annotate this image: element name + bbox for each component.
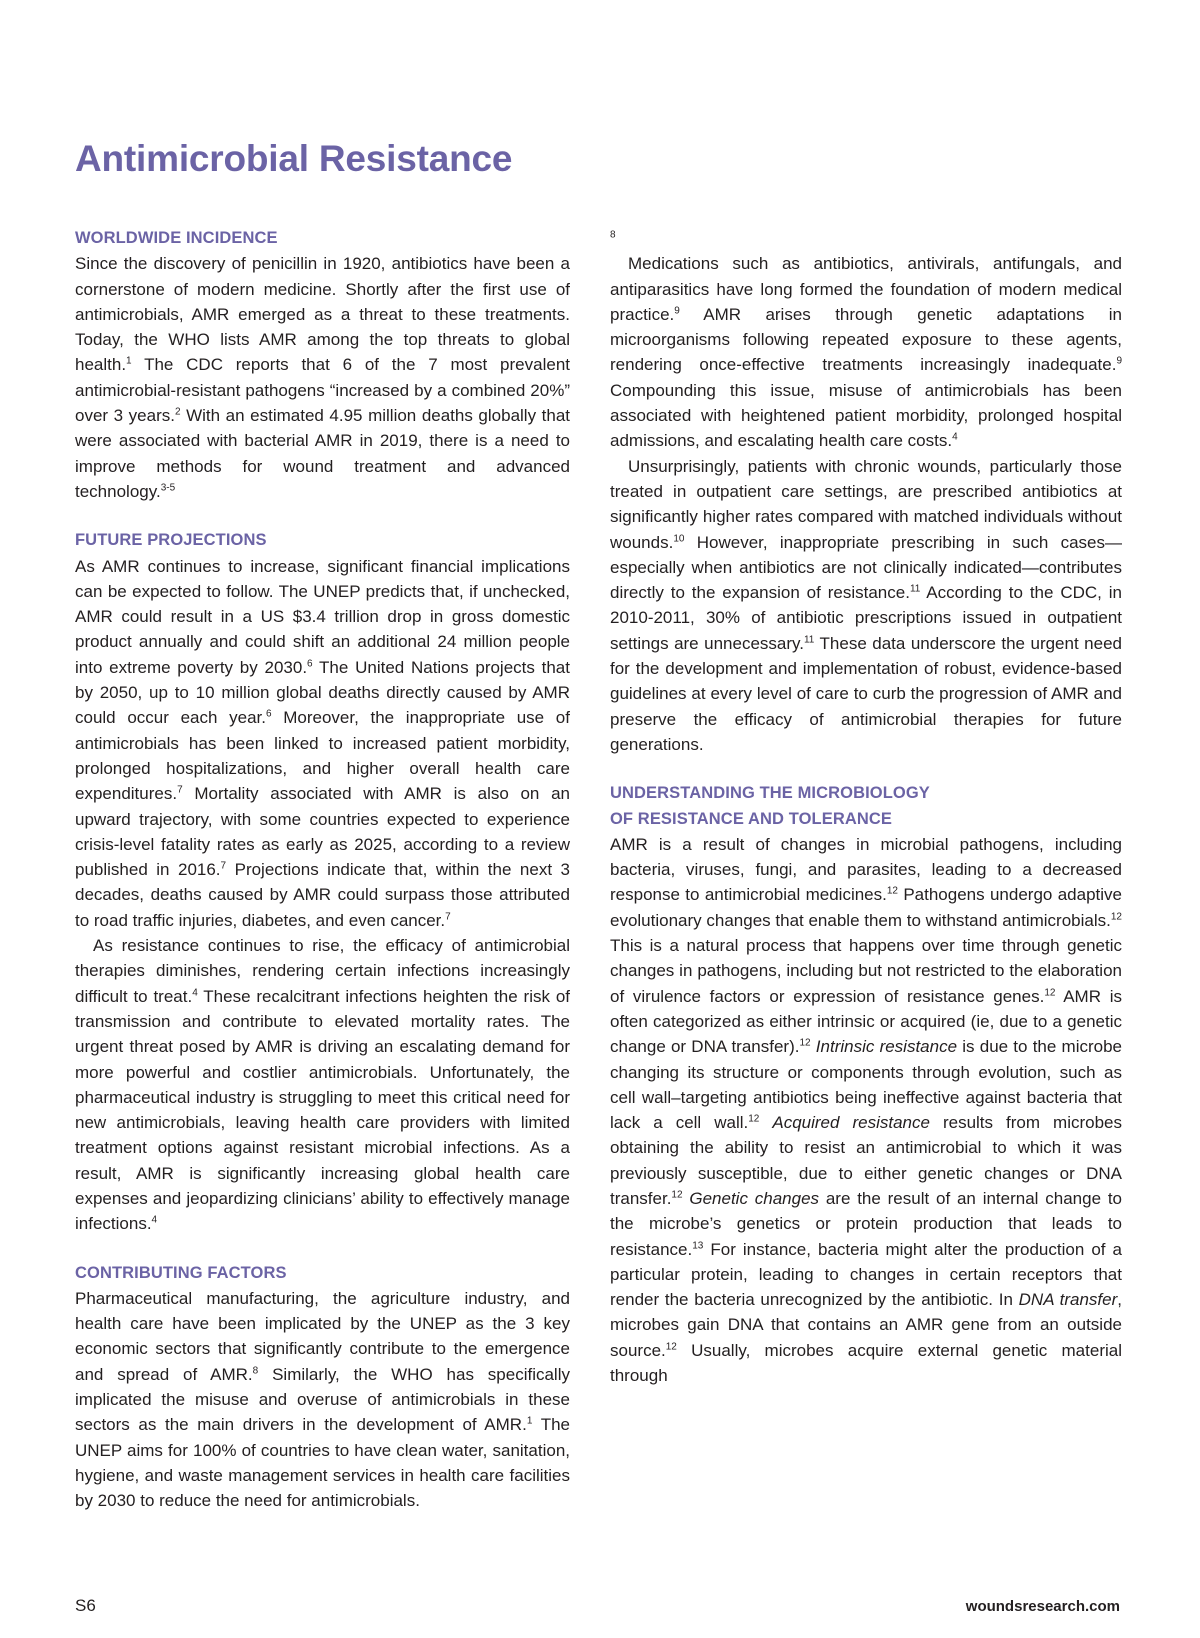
page-number: S6 [75, 1596, 96, 1615]
paragraph-contributing-factors-3: Unsurprisingly, patients with chronic wounds, particularly those treated in outpatient care settings, are prescribed antibiotics at significantly higher rates compared with matched individuals without wounds.$^{10}$ However, inappropriate prescribing in such cases—especially when antibiotics are not clinically indicated—contributes directly to the expansion of resistance.$^{11}$ According to the CDC, in 2010-2011, 30% of antibiotic prescriptions issued in outpatient settings are unnecessary.$^{11}$ These data underscore the urgent need for the development and implementation of robust, evidence-based guidelines at every level of care to curb the progression of AMR and preserve the efficacy of antimicrobial therapies for future generations. [610, 456, 1122, 754]
section-heading-future-projections: FUTURE PROJECTIONS [75, 531, 267, 550]
paragraph-contributing-factors-1-continued: 8 [610, 229, 616, 241]
section-heading-contributing-factors: CONTRIBUTING FACTORS [75, 1263, 287, 1282]
section-heading-microbiology-line-1: UNDERSTANDING THE MICROBIOLOGY [610, 784, 930, 803]
paragraph-microbiology: AMR is a result of changes in microbial pathogens, including bacteria, viruses, fungi, and parasites, leading to a decreased response to antimicrobial medicines.$^{12}$ Pathogens undergo adaptive evolutionary changes that enable them to withstand antimicrobials.$^{12}$ This is a natural process that happens over time through genetic changes in pathogens, including but not restricted to the elaboration of virulence factors or expression of resistance genes.$^{12}$ AMR is often categorized as either intrinsic or acquired (ie, due to a genetic change or DNA transfer).$^{12}$ Intrinsic resistance is due to the microbe changing its structure or components through evolution, such as cell wall–targeting antibiotics being ineffective against bacteria that lack a cell wall.$^{12}$ Acquired resistance results from microbes obtaining the ability to resist an antimicrobial to which it was previously susceptible, due to either genetic changes or DNA transfer.$^{12}$ Genetic changes are the result of an internal change to the microbe’s genetics or protein production that leads to resistance.$^{13}$ For instance, bacteria might alter the production of a particular protein, leading to changes in certain receptors that render the bacteria unrecognized by the antibiotic. In DNA transfer, microbes gain DNA that contains an AMR gene from an outside source.$^{12}$ Usually, microbes acquire external genetic material through [610, 834, 1122, 1386]
paragraph-contributing-factors-1: Pharmaceutical manufacturing, the agriculture industry, and health care have been implicated by the UNEP as the 3 key economic sectors that significantly contribute to the emergence and spread of AMR.$^8$ Similarly, the WHO has specifically implicated the misuse and overuse of antimicrobials in these sectors as the main drivers in the development of AMR.$^1$ The UNEP aims for 100% of countries to have clean water, sanitation, hygiene, and waste management services in health care facilities by 2030 to reduce the need for antimicrobials. [75, 1288, 570, 1511]
paragraph-future-projections-1: As AMR continues to increase, significant financial implications can be expected to follow. The UNEP predicts that, if unchecked, AMR could result in a US $3.4 trillion drop in gross domestic product annually and could shift an additional 24 million people into extreme poverty by 2030.$^6$ The United Nations projects that by 2050, up to 10 million global deaths directly caused by AMR could occur each year.$^6$ Moreover, the inappropriate use of antimicrobials has been linked to increased patient morbidity, prolonged hospitalizations, and higher overall health care expenditures.$^7$ Mortality associated with AMR is also on an upward trajectory, with some countries expected to experience crisis-level fatality rates as early as 2025, according to a review published in 2016.$^7$ Projections indicate that, within the next 3 decades, deaths caused by AMR could surpass those attributed to road traffic injuries, diabetes, and even cancer.$^7$ [75, 556, 570, 930]
left-column [75, 226, 570, 1514]
section-heading-worldwide-incidence: WORLDWIDE INCIDENCE [75, 229, 278, 247]
paragraph-future-projections-2: As resistance continues to rise, the efficacy of antimicrobial therapies diminishes, rendering certain infections increasingly difficult to treat.$^4$ These recalcitrant infections heighten the risk of transmission and contribute to elevated mortality rates. The urgent threat posed by AMR is driving an escalating demand for more powerful and costlier antimicrobials. Unfortunately, the pharmaceutical industry is struggling to meet this critical need for new antimicrobials, leaving health care providers with limited treatment options against resistant microbial infections. As a result, AMR is significantly increasing global health care expenses and jeopardizing clinicians’ ability to effectively manage infections.$^4$ [75, 936, 571, 1234]
paragraph-worldwide-incidence: Since the discovery of penicillin in 1920, antibiotics have been a cornerstone of modern medicine. Shortly after the first use of antimicrobials, AMR emerged as a threat to these treatments. Today, the WHO lists AMR among the top threats to global health.$^1$ The CDC reports that 6 of the 7 most prevalent antimicrobial-resistant pathogens “increased by a combined 20%” over 3 years.$^2$ With an estimated 4.95 million deaths globally that were associated with bacterial AMR in 2019, there is a need to improve methods for wound treatment and advanced technology.$^{3-5}$ [75, 254, 571, 501]
paragraph-contributing-factors-2: Medications such as antibiotics, antivirals, antifungals, and antiparasitics have long formed the foundation of modern medical practice.$^9$ AMR arises through genetic adaptations in microorganisms following repeated exposure to these agents, rendering once-effective treatments increasingly inadequate.$^9$ Compounding this issue, misuse of antimicrobials has been associated with heightened patient morbidity, prolonged hospital admissions, and escalating health care costs.$^4$ [610, 254, 1122, 451]
page-title: Antimicrobial Resistance [75, 138, 513, 179]
right-column [610, 226, 1122, 1388]
section-heading-microbiology-line-2: OF RESISTANCE AND TOLERANCE [610, 809, 892, 828]
site-url: woundsresearch.com [965, 1598, 1120, 1615]
